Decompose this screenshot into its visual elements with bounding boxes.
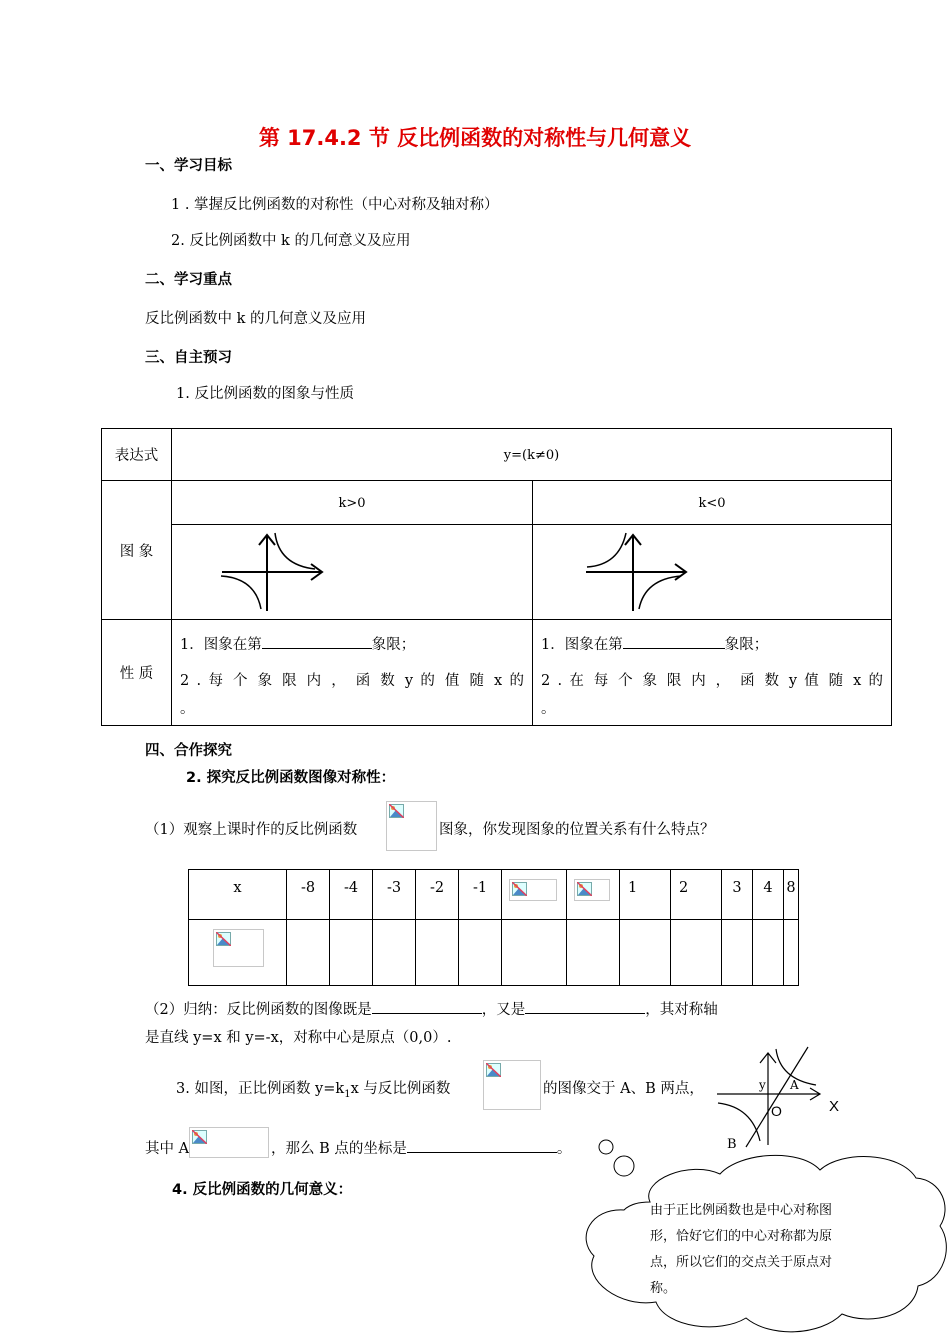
graph-label-origin: O bbox=[771, 1103, 782, 1119]
y-value-cell[interactable] bbox=[722, 920, 753, 986]
question-1-end: 图象，你发现图象的位置关系有什么特点？ bbox=[439, 822, 715, 838]
section-heading-explore: 四、合作探究 bbox=[145, 743, 232, 759]
image-placeholder-icon bbox=[512, 882, 527, 896]
image-placeholder-icon bbox=[192, 1130, 207, 1144]
explore-subheading: 2. 探究反比例函数图像对称性： bbox=[186, 770, 396, 786]
image-placeholder-icon bbox=[577, 882, 592, 896]
cell-k-positive: k>0 bbox=[172, 481, 533, 525]
graph-label-b: B bbox=[727, 1137, 737, 1152]
graph-label-y: y bbox=[759, 1078, 766, 1092]
x-value: 2 bbox=[671, 870, 722, 920]
geometric-meaning-heading: 4. 反比例函数的几何意义： bbox=[172, 1182, 353, 1198]
focus-text: 反比例函数中 k 的几何意义及应用 bbox=[145, 311, 367, 327]
hyperbola-k-negative-icon bbox=[581, 529, 701, 615]
x-value: 8 bbox=[784, 870, 799, 920]
x-value: 1 bbox=[620, 870, 671, 920]
x-value-image-cell bbox=[502, 870, 567, 920]
question-3-line-1-b: 的图像交于 A、B 两点， bbox=[543, 1081, 704, 1097]
image-placeholder-icon bbox=[216, 932, 231, 946]
graph-label-x: X bbox=[829, 1098, 840, 1115]
section-heading-goals: 一、学习目标 bbox=[145, 158, 232, 174]
y-value-cell[interactable] bbox=[330, 920, 373, 986]
graph-label-a: A bbox=[790, 1078, 799, 1092]
question-2-line-1: （2）归纳：反比例函数的图像既是 ，又是 ，其对称轴 bbox=[145, 998, 718, 1019]
x-value: -3 bbox=[373, 870, 416, 920]
page-title: 第 17.4.2 节 反比例函数的对称性与几何意义 bbox=[258, 126, 692, 150]
y-value-cell[interactable] bbox=[620, 920, 671, 986]
x-value: -1 bbox=[459, 870, 502, 920]
y-value-cell[interactable] bbox=[287, 920, 330, 986]
cell-properties-k-positive: 1．图象在第 象限； 2 . 每 个 象 限 内 ， 函 数 y 的 值 随 x 的 。 bbox=[172, 620, 533, 726]
values-table bbox=[188, 869, 799, 986]
cloud-line-3: 点，所以它们的交点关于原点对 bbox=[650, 1255, 833, 1270]
cell-graph-label: 图 象 bbox=[102, 481, 172, 620]
y-value-cell[interactable] bbox=[373, 920, 416, 986]
hyperbola-k-positive-icon bbox=[217, 529, 337, 615]
x-value: -4 bbox=[330, 870, 373, 920]
section-heading-preview: 三、自主预习 bbox=[145, 350, 232, 366]
y-value-cell[interactable] bbox=[671, 920, 722, 986]
point-a-image-placeholder bbox=[189, 1127, 269, 1158]
fraction-image-placeholder bbox=[574, 879, 610, 901]
y-value-cell[interactable] bbox=[459, 920, 502, 986]
y-value-cell[interactable] bbox=[502, 920, 567, 986]
formula-image-placeholder bbox=[386, 801, 437, 851]
question-3-line-2-b: ，那么 B 点的坐标是 。 bbox=[271, 1137, 571, 1158]
y-value-cell[interactable] bbox=[784, 920, 799, 986]
cell-expression-label: 表达式 bbox=[102, 429, 172, 481]
x-value: 4 bbox=[753, 870, 784, 920]
cell-k-negative: k<0 bbox=[533, 481, 892, 525]
inverse-function-image-placeholder bbox=[483, 1060, 541, 1110]
y-value-cell[interactable] bbox=[753, 920, 784, 986]
x-value-image-cell bbox=[567, 870, 620, 920]
question-3-line-1-a: 3. 如图，正比例函数 $y=k_1x$ 与反比例函数 bbox=[176, 1081, 451, 1100]
goal-item-2: 2. 反比例函数中 k 的几何意义及应用 bbox=[171, 233, 411, 249]
image-placeholder-icon bbox=[486, 1063, 501, 1077]
y-value-cell[interactable] bbox=[416, 920, 459, 986]
x-value: -8 bbox=[287, 870, 330, 920]
x-header: x bbox=[189, 870, 287, 920]
question-1-start: （1）观察上课时作的反比例函数 bbox=[145, 822, 358, 838]
fraction-image-placeholder bbox=[509, 879, 557, 901]
preview-subheading: 1. 反比例函数的图象与性质 bbox=[176, 386, 354, 402]
question-3-line-2-a: 其中 A bbox=[145, 1141, 190, 1157]
cell-graph-k-positive bbox=[172, 525, 533, 620]
function-image-placeholder bbox=[213, 929, 264, 967]
cell-properties-label: 性 质 bbox=[102, 620, 172, 726]
y-value-cell[interactable] bbox=[567, 920, 620, 986]
y-header-cell bbox=[189, 920, 287, 986]
cell-properties-k-negative: 1．图象在第 象限； 2 . 在 每 个 象 限 内 ， 函 数 y 值 随 x 的 。 bbox=[533, 620, 892, 726]
cell-formula: y=(k≠0) bbox=[172, 429, 892, 481]
properties-table bbox=[101, 428, 892, 726]
question-2-line-2: 是直线 y=x 和 y=-x，对称中心是原点（0,0）. bbox=[145, 1030, 452, 1046]
cloud-line-1: 由于正比例函数也是中心对称图 bbox=[650, 1203, 833, 1218]
x-value: 3 bbox=[722, 870, 753, 920]
image-placeholder-icon bbox=[389, 804, 404, 818]
cloud-line-4: 称。 bbox=[650, 1281, 677, 1296]
goal-item-1: 1 . 掌握反比例函数的对称性（中心对称及轴对称） bbox=[171, 197, 499, 213]
x-value: -2 bbox=[416, 870, 459, 920]
section-heading-focus: 二、学习重点 bbox=[145, 272, 232, 288]
cell-graph-k-negative bbox=[533, 525, 892, 620]
cloud-line-2: 形，恰好它们的中心对称都为原 bbox=[650, 1229, 833, 1244]
